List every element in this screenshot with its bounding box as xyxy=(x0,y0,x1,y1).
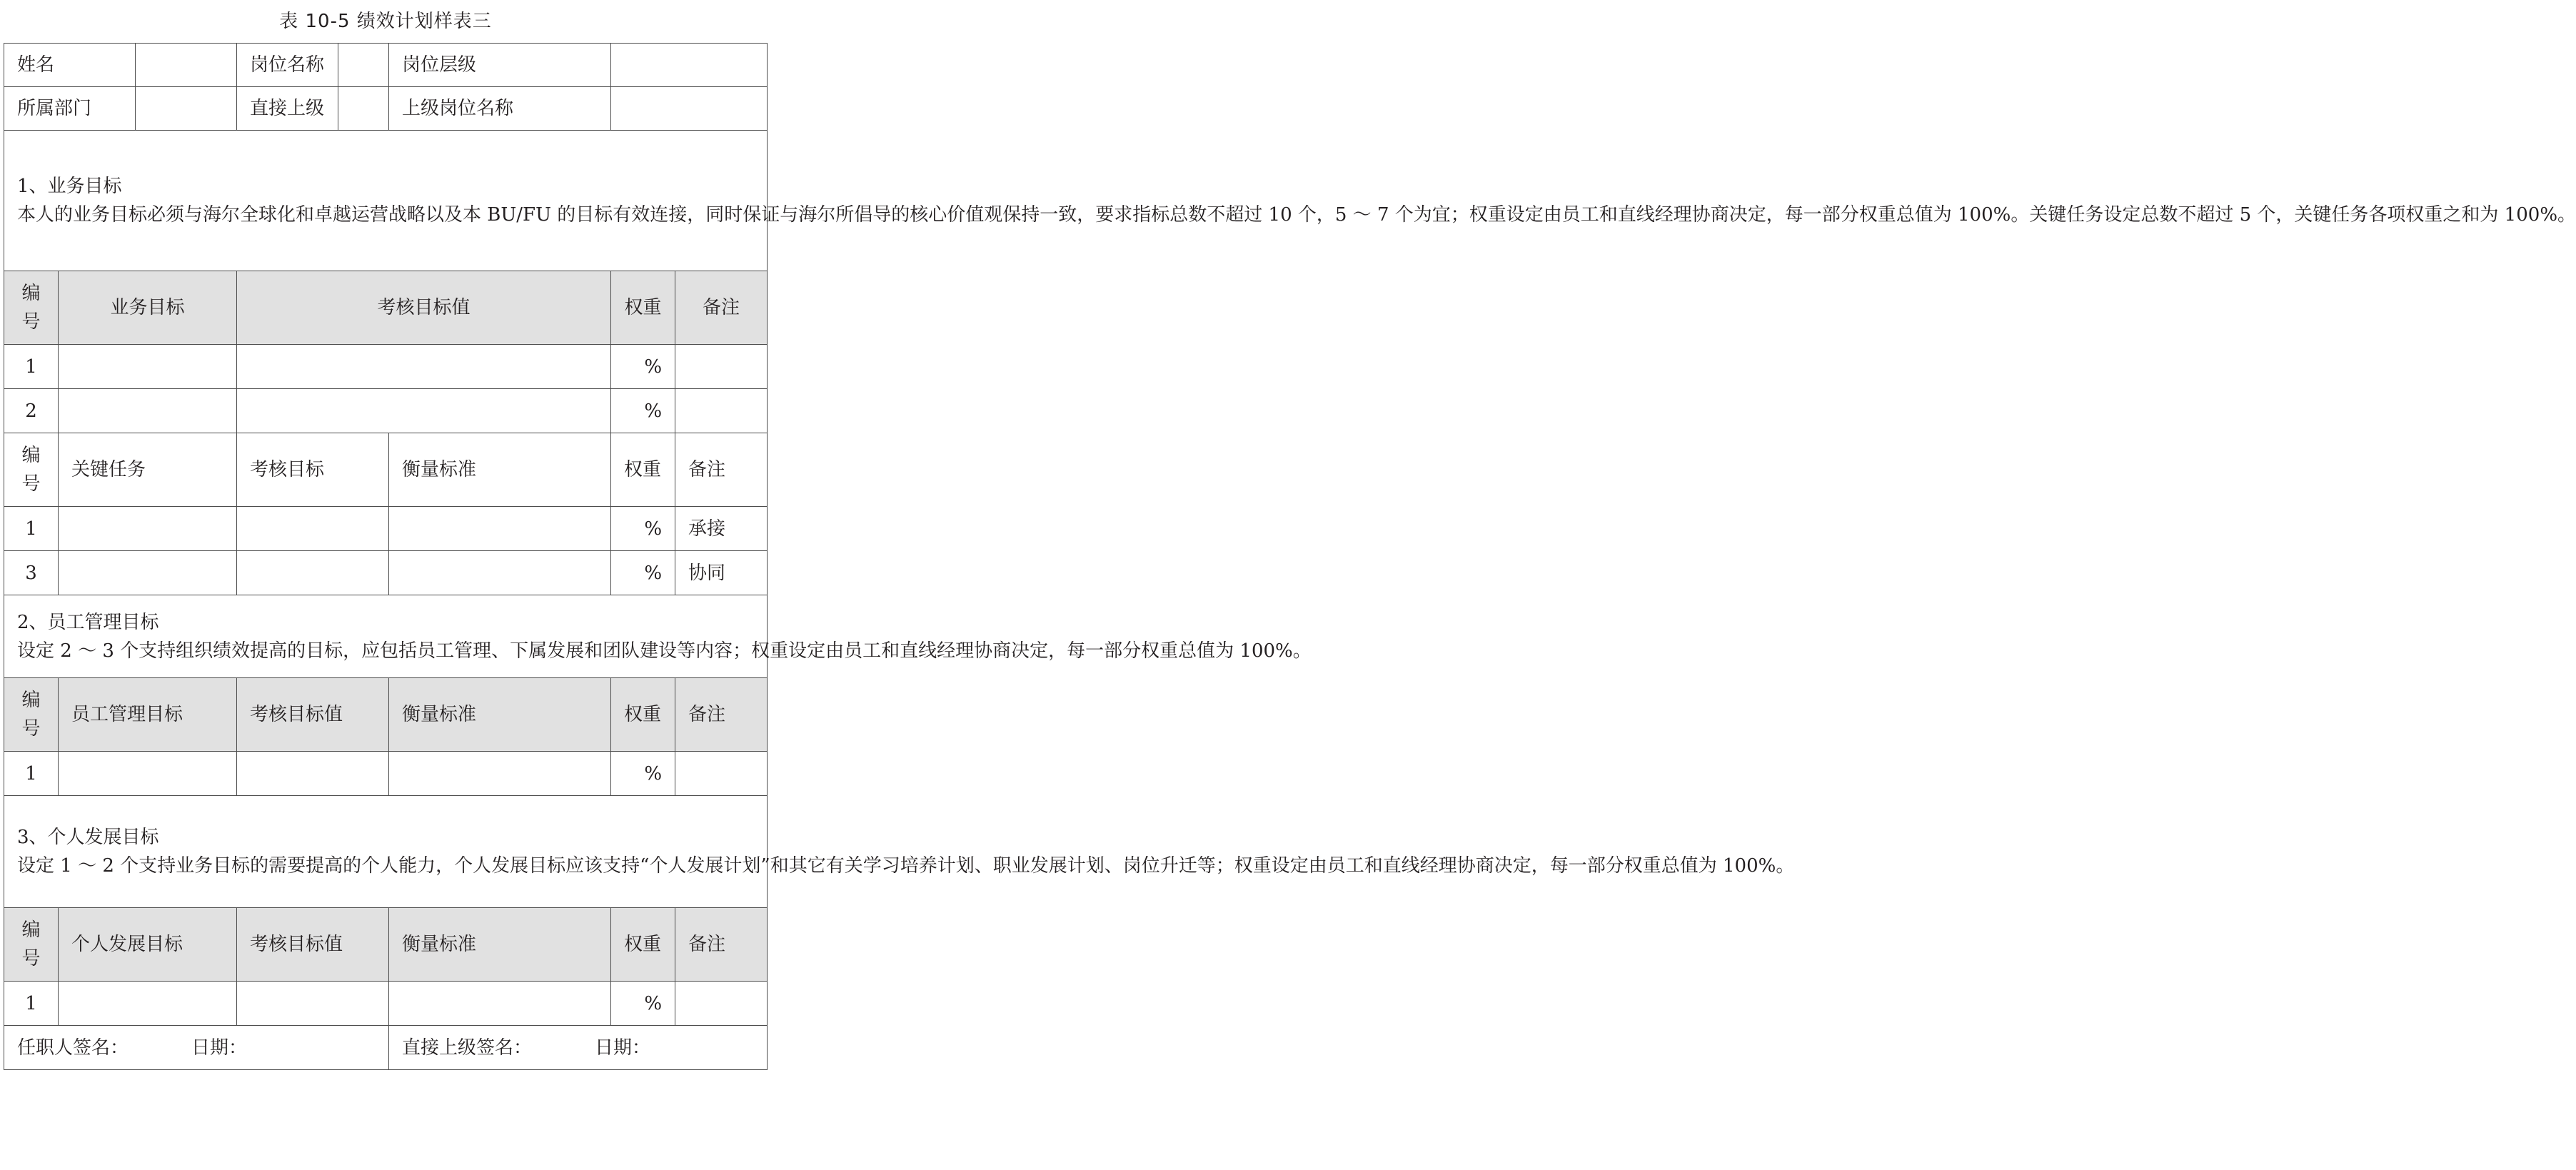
weight-cell[interactable]: % xyxy=(611,507,675,551)
superior-position-label: 上级岗位名称 xyxy=(389,87,611,131)
direct-superior-field[interactable] xyxy=(338,87,389,131)
key-task-cell[interactable] xyxy=(59,551,237,595)
standard-cell[interactable] xyxy=(389,551,611,595)
column-header-standard: 衡量标准 xyxy=(389,678,611,752)
column-header-weight: 权重 xyxy=(611,908,675,982)
position-level-label: 岗位层级 xyxy=(389,44,611,87)
table-caption: 表 10-5 绩效计划样表三 xyxy=(279,11,492,32)
section-text: 本人的业务目标必须与海尔全球化和卓越运营战略以及本 BU/FU 的目标有效连接，同时保证与海尔所倡导的核心价值观保持一致，要求指标总数不超过 10 个，5 ～ 7 个为宜；权重设定由员工和直线经理协商决定，每一部分权重总值为 100%。关键任务设定总数不超过 5 个，关键任务各项权重之和为 100%。 xyxy=(17,204,2576,226)
section-title: 3、个人发展目标 xyxy=(17,827,159,848)
date-label: 日期： xyxy=(595,1037,651,1059)
column-header-number: 编 号 xyxy=(4,908,59,982)
direct-superior-label: 直接上级 xyxy=(237,87,338,131)
row-number: 3 xyxy=(4,551,59,595)
column-header-weight: 权重 xyxy=(611,433,675,507)
standard-cell[interactable] xyxy=(389,752,611,796)
column-header-standard: 衡量标准 xyxy=(389,908,611,982)
table-row xyxy=(4,507,768,551)
target-value-cell[interactable] xyxy=(237,752,389,796)
section-title: 2、员工管理目标 xyxy=(17,611,159,633)
column-header-staff-goal: 员工管理目标 xyxy=(59,678,237,752)
employee-signature-cell[interactable] xyxy=(4,1026,389,1070)
section-text: 设定 2 ～ 3 个支持组织绩效提高的目标，应包括员工管理、下属发展和团队建设等内容；权重设定由员工和直线经理协商决定，每一部分权重总值为 100%。 xyxy=(17,640,1312,662)
weight-cell[interactable]: % xyxy=(611,551,675,595)
key-tasks-header xyxy=(4,433,768,507)
column-header-target-value: 考核目标值 xyxy=(237,271,611,345)
table-row xyxy=(4,982,768,1026)
business-goal-cell[interactable] xyxy=(59,345,237,389)
personal-development-header xyxy=(4,908,768,982)
staff-management-header xyxy=(4,678,768,752)
superior-position-field[interactable] xyxy=(611,87,768,131)
business-goals-header xyxy=(4,271,768,345)
target-cell[interactable] xyxy=(237,551,389,595)
row-number: 1 xyxy=(4,982,59,1026)
target-value-cell[interactable] xyxy=(237,982,389,1026)
section-text: 设定 1 ～ 2 个支持业务目标的需要提高的个人能力，个人发展目标应该支持“个人发展计划”和其它有关学习培养计划、职业发展计划、岗位升迁等；权重设定由员工和直线经理协商决定，每一部分权重总值为 100%。 xyxy=(17,855,1795,877)
performance-plan-form xyxy=(4,43,2576,1070)
table-row xyxy=(4,345,768,389)
column-header-number: 编 号 xyxy=(4,271,59,345)
section-business-goals xyxy=(4,131,768,271)
employee-signature-label: 任职人签名： xyxy=(17,1037,129,1059)
column-header-target: 考核目标 xyxy=(237,433,389,507)
column-header-weight: 权重 xyxy=(611,678,675,752)
staff-goal-cell[interactable] xyxy=(59,752,237,796)
position-name-label: 岗位名称 xyxy=(237,44,338,87)
column-header-note: 备注 xyxy=(675,271,768,345)
key-task-cell[interactable] xyxy=(59,507,237,551)
column-header-weight: 权重 xyxy=(611,271,675,345)
table-row xyxy=(4,389,768,433)
row-number: 2 xyxy=(4,389,59,433)
staff-management-description xyxy=(4,595,1312,678)
column-header-key-task: 关键任务 xyxy=(59,433,237,507)
weight-cell[interactable]: % xyxy=(611,389,675,433)
superior-signature-label: 直接上级签名： xyxy=(402,1037,533,1059)
position-name-field[interactable] xyxy=(338,44,389,87)
note-cell[interactable] xyxy=(675,345,768,389)
standard-cell[interactable] xyxy=(389,507,611,551)
column-header-number: 编 号 xyxy=(4,678,59,752)
weight-cell[interactable]: % xyxy=(611,982,675,1026)
target-cell[interactable] xyxy=(237,507,389,551)
info-row-2 xyxy=(4,87,768,131)
department-label: 所属部门 xyxy=(4,87,136,131)
position-level-field[interactable] xyxy=(611,44,768,87)
department-field[interactable] xyxy=(136,87,237,131)
date-label: 日期： xyxy=(191,1037,248,1059)
note-cell: 协同 xyxy=(675,551,768,595)
business-goals-description xyxy=(4,131,2576,271)
weight-cell[interactable]: % xyxy=(611,752,675,796)
section-personal-development-goals xyxy=(4,796,768,908)
column-header-note: 备注 xyxy=(675,433,768,507)
column-header-personal-goal: 个人发展目标 xyxy=(59,908,237,982)
info-row-1 xyxy=(4,44,768,87)
note-cell[interactable] xyxy=(675,982,768,1026)
row-number: 1 xyxy=(4,345,59,389)
column-header-number: 编 号 xyxy=(4,433,59,507)
column-header-target-value: 考核目标值 xyxy=(237,908,389,982)
table-row xyxy=(4,752,768,796)
column-header-business-goal: 业务目标 xyxy=(59,271,237,345)
personal-development-description xyxy=(4,796,1795,908)
target-value-cell[interactable] xyxy=(237,389,611,433)
signature-row xyxy=(4,1026,768,1070)
weight-cell[interactable]: % xyxy=(611,345,675,389)
name-label: 姓名 xyxy=(4,44,136,87)
business-goal-cell[interactable] xyxy=(59,389,237,433)
superior-signature-cell[interactable] xyxy=(389,1026,768,1070)
section-title: 1、业务目标 xyxy=(17,176,122,197)
column-header-note: 备注 xyxy=(675,908,768,982)
row-number: 1 xyxy=(4,752,59,796)
name-field[interactable] xyxy=(136,44,237,87)
note-cell[interactable] xyxy=(675,389,768,433)
row-number: 1 xyxy=(4,507,59,551)
note-cell: 承接 xyxy=(675,507,768,551)
personal-goal-cell[interactable] xyxy=(59,982,237,1026)
column-header-standard: 衡量标准 xyxy=(389,433,611,507)
table-row xyxy=(4,551,768,595)
note-cell[interactable] xyxy=(675,752,768,796)
target-value-cell[interactable] xyxy=(237,345,611,389)
column-header-note: 备注 xyxy=(675,678,768,752)
section-staff-management-goals xyxy=(4,595,768,678)
standard-cell[interactable] xyxy=(389,982,611,1026)
column-header-target-value: 考核目标值 xyxy=(237,678,389,752)
